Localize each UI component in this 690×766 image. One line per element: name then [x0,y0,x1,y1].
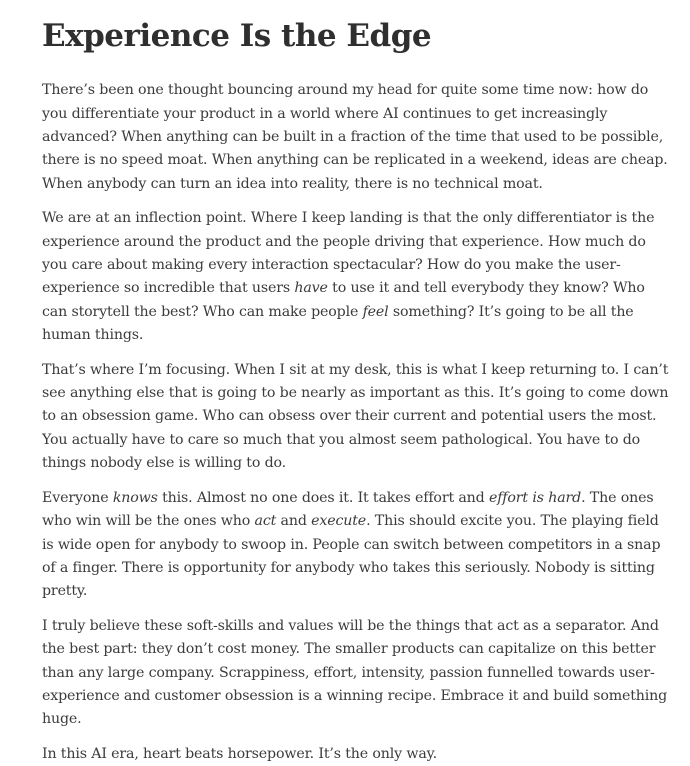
paragraph-text: this. Almost no one does it. It takes effort and [157,489,489,506]
article-paragraph [42,487,670,604]
paragraph-text: something? It’s going to be all the human things. [42,303,634,344]
article-paragraph [42,743,670,766]
article-body [42,79,670,766]
emphasized-text: act [254,513,277,530]
paragraph-text: I truly believe these soft-skills and values will be the things that act as a separator. And the best part: they don’t cost money. The smaller products can capitalize on this better than any large company. Scrappiness, effort, intensity, passion funnelled towards user-experience and customer obsession is a winning recipe. Embrace it and build something huge. [42,617,668,728]
article-title: Experience Is the Edge [42,18,432,54]
paragraph-text: That’s where I’m focusing. When I sit at my desk, this is what I keep returning to. I can’t see anything else that is going to be nearly as important as this. It’s going to come down to an obsession game. Who can obsess over their current and potential users the most. You actually have to care so much that you almost seem pathological. You have to do things nobody else is willing to do. [42,361,669,472]
emphasized-text: execute [311,513,367,530]
paragraph-text: In this AI era, heart beats horsepower. It’s the only way. [42,745,438,762]
paragraph-text: There’s been one thought bouncing around my head for quite some time now: how do you differentiate your product in a world where AI continues to get increasingly advanced? When anything can be built in a fraction of the time that used to be possible, there is no speed moat. When anything can be replicated in a weekend, ideas are cheap. When anybody can turn an idea into reality, there is no technical moat. [42,82,668,192]
paragraph-text: Everyone [42,489,113,506]
emphasized-text: have [294,280,328,297]
paragraph-text: We are at an inflection point. Where I keep landing is that the only differentiator is the experience around the product and the people driving that experience. How much do you care about making every interaction spectacular? How do you make the user-experience so incredible that users [42,210,655,297]
paragraph-text: . This should excite you. The playing field is wide open for anybody to swoop in. People can switch between competitors in a snap of a finger. There is opportunity for anybody who takes this seriously. Nobody is sitting pretty. [42,513,661,600]
paragraph-text: . The ones who win will be the ones who [42,489,654,530]
article-paragraph [42,615,670,732]
article-paragraph [42,79,670,196]
article-paragraph [42,359,670,476]
emphasized-text: effort is hard [488,489,582,506]
emphasized-text: feel [362,303,389,320]
paragraph-text: and [276,513,312,530]
emphasized-text: knows [112,489,158,506]
paragraph-text: to use it and tell everybody they know? Who can storytell the best? Who can make people [42,280,645,320]
article-paragraph [42,207,670,347]
